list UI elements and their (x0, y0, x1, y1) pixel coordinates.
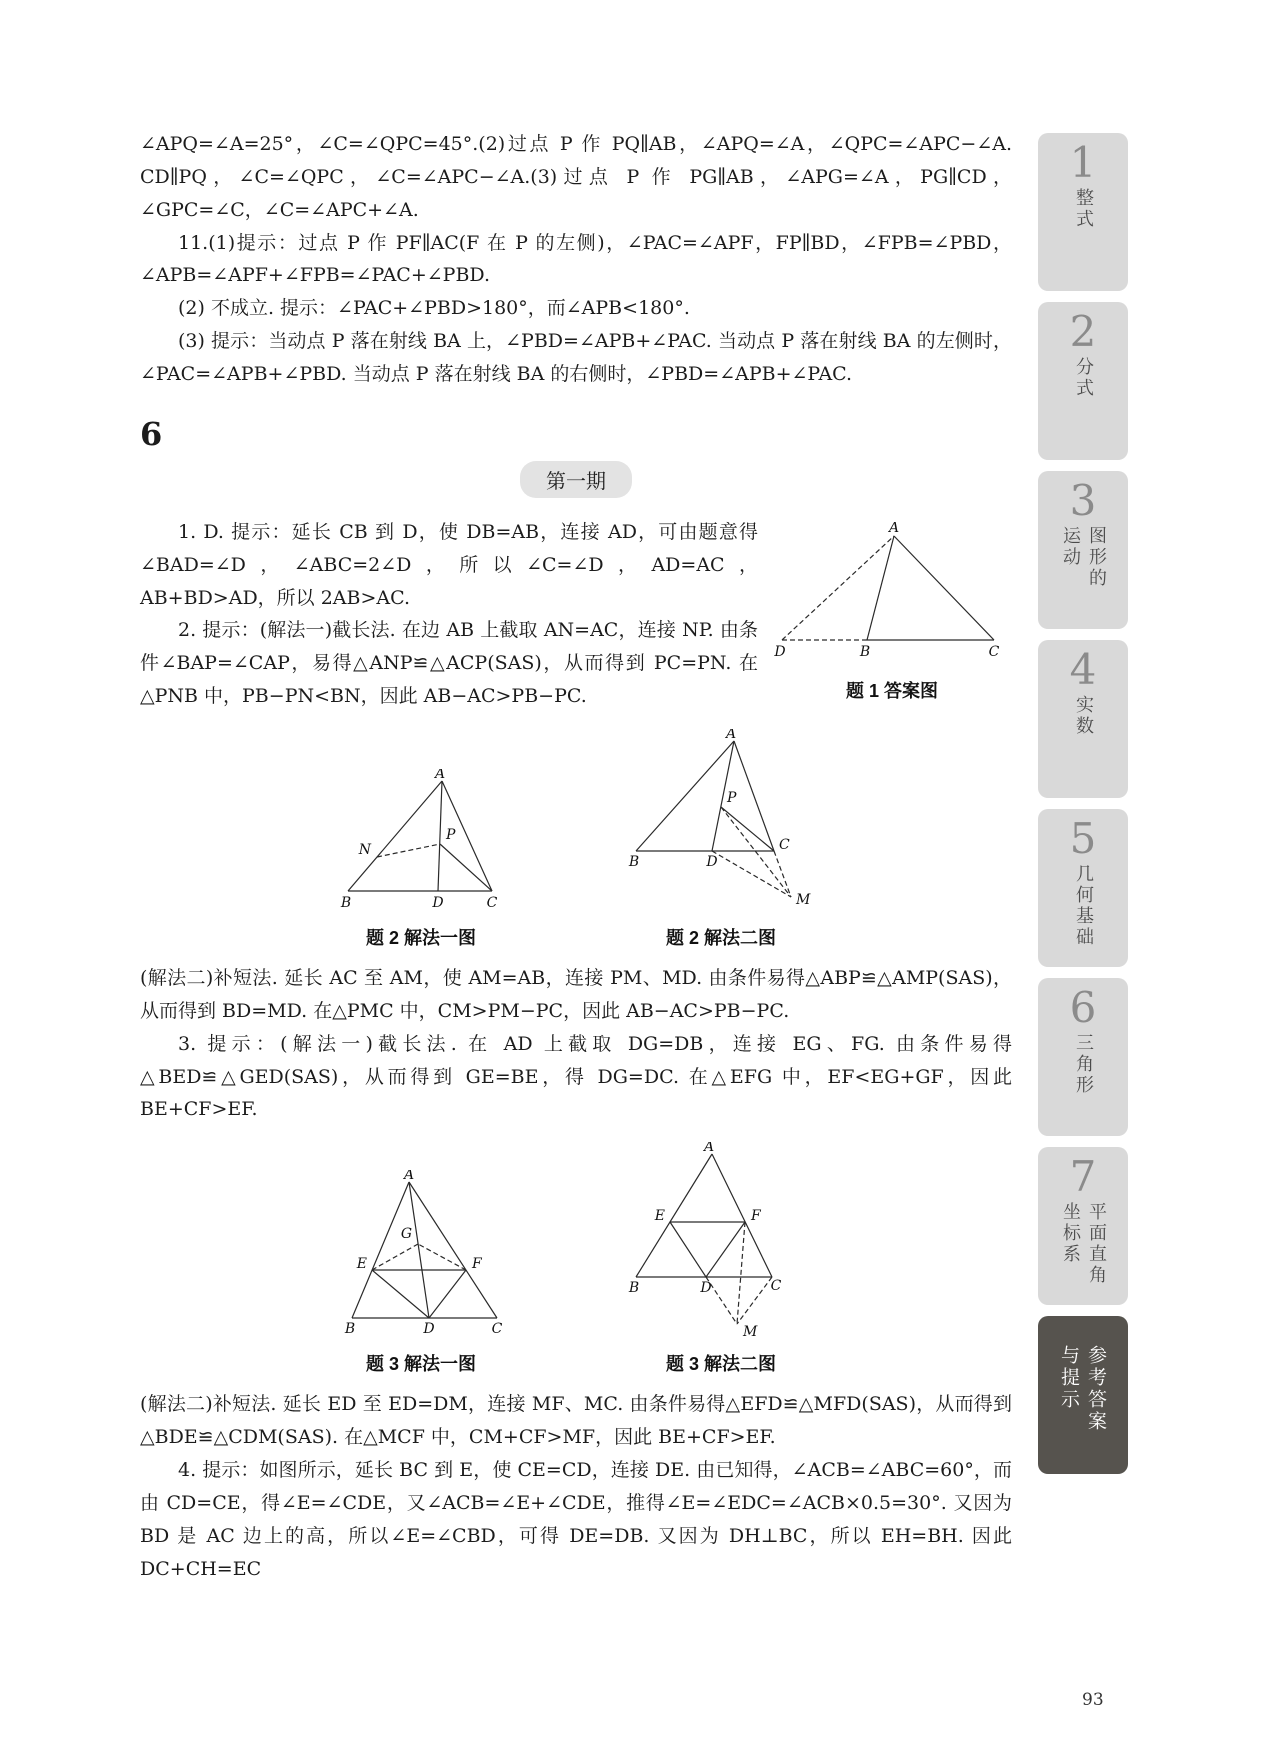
tab-number: 5 (1069, 814, 1097, 863)
tab-number: 4 (1069, 645, 1097, 694)
vertex-label-D: D (431, 895, 444, 912)
tab-number: 6 (1069, 983, 1097, 1032)
vertex-label-B: B (628, 854, 639, 871)
vertex-label-D: D (774, 643, 786, 660)
triangle-diagram-problem3-method1 (334, 1170, 509, 1340)
sidebar-tab-integral-expressions (1038, 133, 1128, 291)
vertex-label-F: F (750, 1208, 761, 1225)
vertex-label-N: N (358, 842, 371, 859)
vertex-label-D: D (699, 1280, 712, 1297)
vertex-label-B: B (859, 643, 871, 660)
figure-row-problem3 (140, 1142, 1012, 1376)
vertex-label-M: M (795, 892, 810, 909)
answer-paragraph: ∠APQ=∠A=25°，∠C=∠QPC=45°.(2)过点 P 作 PQ∥AB，∠APQ=∠A，∠QPC=∠APC−∠A. CD∥PQ，∠C=∠QPC，∠C=∠APC−∠A.(3)过点 P 作 PG∥AB，∠APG=∠A，PG∥CD，∠GPC=∠C，∠C=∠APC+∠A. (140, 133, 1012, 221)
figure-problem2-method1 (334, 769, 509, 950)
vertex-label-P: P (445, 827, 455, 844)
tab-label: 实数 (1073, 695, 1094, 738)
page-number: 93 (1082, 1690, 1104, 1710)
tab-label: 参考答案与提示 (1058, 1345, 1107, 1433)
vertex-label-A: A (403, 1170, 414, 1184)
vertex-label-C: C (778, 837, 790, 854)
answer-paragraph: (解法二)补短法. 延长 ED 至 ED=DM，连接 MF、MC. 由条件易得△EFD≌△MFD(SAS)，从而得到△BDE≌△CDM(SAS). 在△MCF 中，CM+CF>MF，因此 BE+CF>EF. (140, 1393, 1012, 1449)
vertex-label-G: G (400, 1226, 412, 1243)
vertex-label-C: C (486, 895, 497, 912)
answer-paragraph: 3. 提示：(解法一)截长法. 在 AD 上截取 DG=DB，连接 EG、FG. 由条件易得△BED≌△GED(SAS)，从而得到 GE=BE，得 DG=DC. 在△EFG 中，EF<EG+GF，因此 BE+CF>EF. (140, 1032, 1012, 1121)
vertex-label-E: E (654, 1208, 665, 1225)
tab-label: 分式 (1073, 357, 1094, 400)
section-number: 6 (140, 414, 163, 453)
tab-label: 平面直角坐标系 (1060, 1202, 1107, 1287)
tab-number: 3 (1069, 476, 1097, 525)
figure-caption: 题 1 答案图 (845, 680, 938, 701)
answer-paragraph: (解法二)补短法. 延长 AC 至 AM，使 AM=AB，连接 PM、MD. 由条件易得△ABP≌△AMP(SAS)，从而得到 BD=MD. 在△PMC 中，CM>PM−PC，因此 AB−AC>PB−PC. (140, 967, 1012, 1022)
issue-header-row (140, 461, 1012, 498)
vertex-label-D: D (422, 1321, 435, 1338)
sidebar-tab-coordinate-system (1038, 1147, 1128, 1305)
figure-problem1 (772, 522, 1012, 703)
page-content (140, 128, 1012, 1585)
sidebar-tab-real-numbers (1038, 640, 1128, 798)
vertex-label-P: P (726, 790, 736, 807)
answer-paragraph: 2. 提示：(解法一)截长法. 在边 AB 上截取 AN=AC，连接 NP. 由条件∠BAP=∠CAP，易得△ANP≌△ACP(SAS)，从而得到 PC=PN. 在△PNB 中，PB−PN<BN，因此 AB−AC>PB−PC. (140, 619, 758, 708)
vertex-label-A: A (888, 521, 900, 536)
vertex-label-A: A (703, 1142, 714, 1156)
sidebar-tab-fractions (1038, 302, 1128, 460)
vertex-label-D: D (705, 854, 718, 871)
tab-number: 1 (1069, 138, 1097, 187)
figure-caption: 题 2 解法一图 (365, 928, 476, 949)
vertex-label-M: M (742, 1324, 757, 1341)
vertex-label-C: C (491, 1321, 502, 1338)
figure-caption: 题 2 解法二图 (665, 928, 776, 949)
vertex-label-A: A (725, 729, 736, 743)
sidebar-tab-triangles (1038, 978, 1128, 1136)
tab-number: 7 (1069, 1152, 1097, 1201)
vertex-label-B: B (340, 895, 351, 912)
vertex-label-C: C (988, 643, 1000, 660)
tab-label: 三角形 (1073, 1033, 1094, 1097)
figure-problem3-method1 (334, 1170, 509, 1376)
figure-problem2-method2 (624, 729, 819, 950)
vertex-label-F: F (471, 1256, 482, 1273)
chapter-tab-sidebar (1038, 133, 1128, 1474)
tab-label: 图形的运动 (1060, 526, 1107, 590)
vertex-label-A: A (434, 769, 445, 783)
tab-label: 几何基础 (1073, 864, 1094, 949)
tab-label: 整式 (1073, 188, 1094, 231)
figure-caption: 题 3 解法二图 (665, 1354, 776, 1375)
answer-paragraph: 1. D. 提示：延长 CB 到 D，使 DB=AB，连接 AD，可由题意得∠BAD=∠D，∠ABC=2∠D，所以∠C=∠D，AD=AC，AB+BD>AD，所以 2AB>AC. (140, 520, 758, 609)
triangle-diagram-problem3-method2 (624, 1142, 819, 1340)
sidebar-tab-motion-of-figures (1038, 471, 1128, 629)
triangle-diagram-problem2-method2 (624, 729, 819, 914)
answer-paragraph: 4. 提示：如图所示，延长 BC 到 E，使 CE=CD，连接 DE. 由已知得，∠ACB=∠ABC=60°，而由 CD=CE，得∠E=∠CDE，又∠ACB=∠E+∠CDE，推得∠E=∠EDC=∠ACB×0.5=30°. 又因为 BD 是 AC 边上的高，所以∠E=∠CBD，可得 DE=DB. 又因为 DH⊥BC，所以 EH=BH. 因此 DC+CH=EC (140, 1459, 1012, 1580)
figure-caption: 题 3 解法一图 (365, 1354, 476, 1375)
vertex-label-B: B (628, 1280, 639, 1297)
answer-paragraph: (3) 提示：当动点 P 落在射线 BA 上，∠PBD=∠APB+∠PAC. 当动点 P 落在射线 BA 的左侧时，∠PAC=∠APB+∠PBD. 当动点 P 落在射线 BA 的右侧时，∠PBD=∠APB+∠PAC. (140, 330, 1012, 386)
figure-row-problem2 (140, 729, 1012, 950)
sidebar-tab-reference-answers-active (1038, 1316, 1128, 1474)
sidebar-tab-geometry-basics (1038, 809, 1128, 967)
issue-pill: 第一期 (520, 461, 632, 498)
vertex-label-C: C (770, 1278, 781, 1295)
vertex-label-E: E (356, 1256, 367, 1273)
triangle-diagram-problem1 (772, 522, 1007, 667)
figure-problem3-method2 (624, 1142, 819, 1376)
answer-paragraph: 11.(1)提示：过点 P 作 PF∥AC(F 在 P 的左侧)，∠PAC=∠APF，FP∥BD，∠FPB=∠PBD，∠APB=∠APF+∠FPB=∠PAC+∠PBD. (140, 231, 1012, 287)
answer-paragraph: (2) 不成立. 提示：∠PAC+∠PBD>180°，而∠APB<180°. (178, 297, 690, 320)
triangle-diagram-problem2-method1 (334, 769, 509, 914)
vertex-label-B: B (344, 1321, 355, 1338)
tab-number: 2 (1069, 307, 1097, 356)
